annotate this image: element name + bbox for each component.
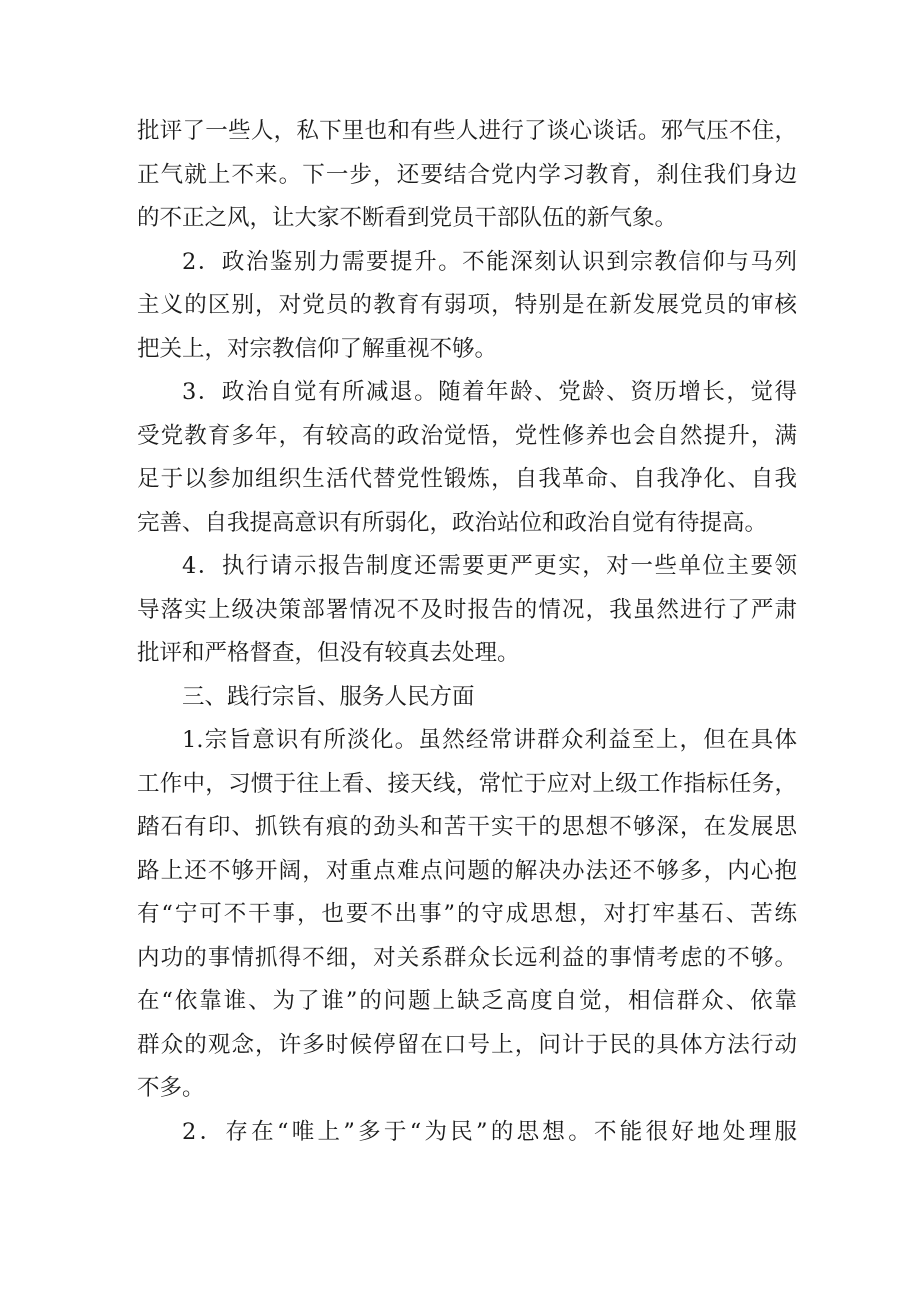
text-line: 路上还不够开阔，对重点难点问题的解决办法还不够多，内心抱 — [137, 857, 797, 884]
text-line: 受党教育多年，有较高的政治觉悟，党性修养也会自然提升，满 — [137, 422, 797, 449]
text-line: 完善、自我提高意识有所弱化，政治站位和政治自觉有待提高。 — [137, 509, 768, 536]
text-line: 不多。 — [137, 1075, 205, 1101]
text-line: 足于以参加组织生活代替党性锻炼，自我革命、自我净化、自我 — [137, 466, 797, 492]
text-line: 在“依靠谁、为了谁”的问题上缺乏高度自觉，相信群众、依靠 — [137, 988, 797, 1014]
text-line: 1.宗旨意识有所淡化。虽然经常讲群众利益至上，但在具体 — [182, 727, 797, 753]
text-line: 把关上，对宗教信仰了解重视不够。 — [137, 335, 498, 362]
text-line: 正气就上不来。下一步，还要结合党内学习教育，刹住我们身边 — [137, 161, 797, 188]
text-line: 的不正之风，让大家不断看到党员干部队伍的新气象。 — [137, 205, 678, 231]
text-line: 主义的区别，对党员的教育有弱项，特别是在新发展党员的审核 — [137, 292, 797, 318]
text-line: 群众的观念，许多时候停留在口号上，问计于民的具体方法行动 — [137, 1031, 797, 1058]
text-line: 批评和严格督查，但没有较真去处理。 — [137, 640, 520, 666]
text-line: 有“宁可不干事，也要不出事”的守成思想，对打牢基石、苦练 — [137, 901, 797, 927]
body-text — [137, 110, 797, 1154]
text-line: 批评了一些人，私下里也和有些人进行了谈心谈话。邪气压不住， — [137, 118, 797, 144]
text-line: 2．存在“唯上”多于“为民”的思想。不能很好地处理服 — [182, 1118, 797, 1145]
text-line: 4．执行请示报告制度还需要更严更实，对一些单位主要领 — [182, 553, 797, 579]
text-line: 内功的事情抓得不细，对关系群众长远利益的事情考虑的不够。 — [137, 944, 797, 971]
text-line: 2．政治鉴别力需要提升。不能深刻认识到宗教信仰与马列 — [182, 248, 797, 275]
text-line: 工作中，习惯于往上看、接天线，常忙于应对上级工作指标任务， — [137, 770, 797, 797]
section-heading: 三、践行宗旨、服务人民方面 — [182, 683, 475, 710]
text-line: 踏石有印、抓铁有痕的劲头和苦干实干的思想不够深，在发展思 — [137, 814, 797, 840]
text-line: 3．政治自觉有所减退。随着年龄、党龄、资历增长，觉得 — [182, 379, 797, 405]
text-line: 导落实上级决策部署情况不及时报告的情况，我虽然进行了严肃 — [137, 596, 797, 623]
